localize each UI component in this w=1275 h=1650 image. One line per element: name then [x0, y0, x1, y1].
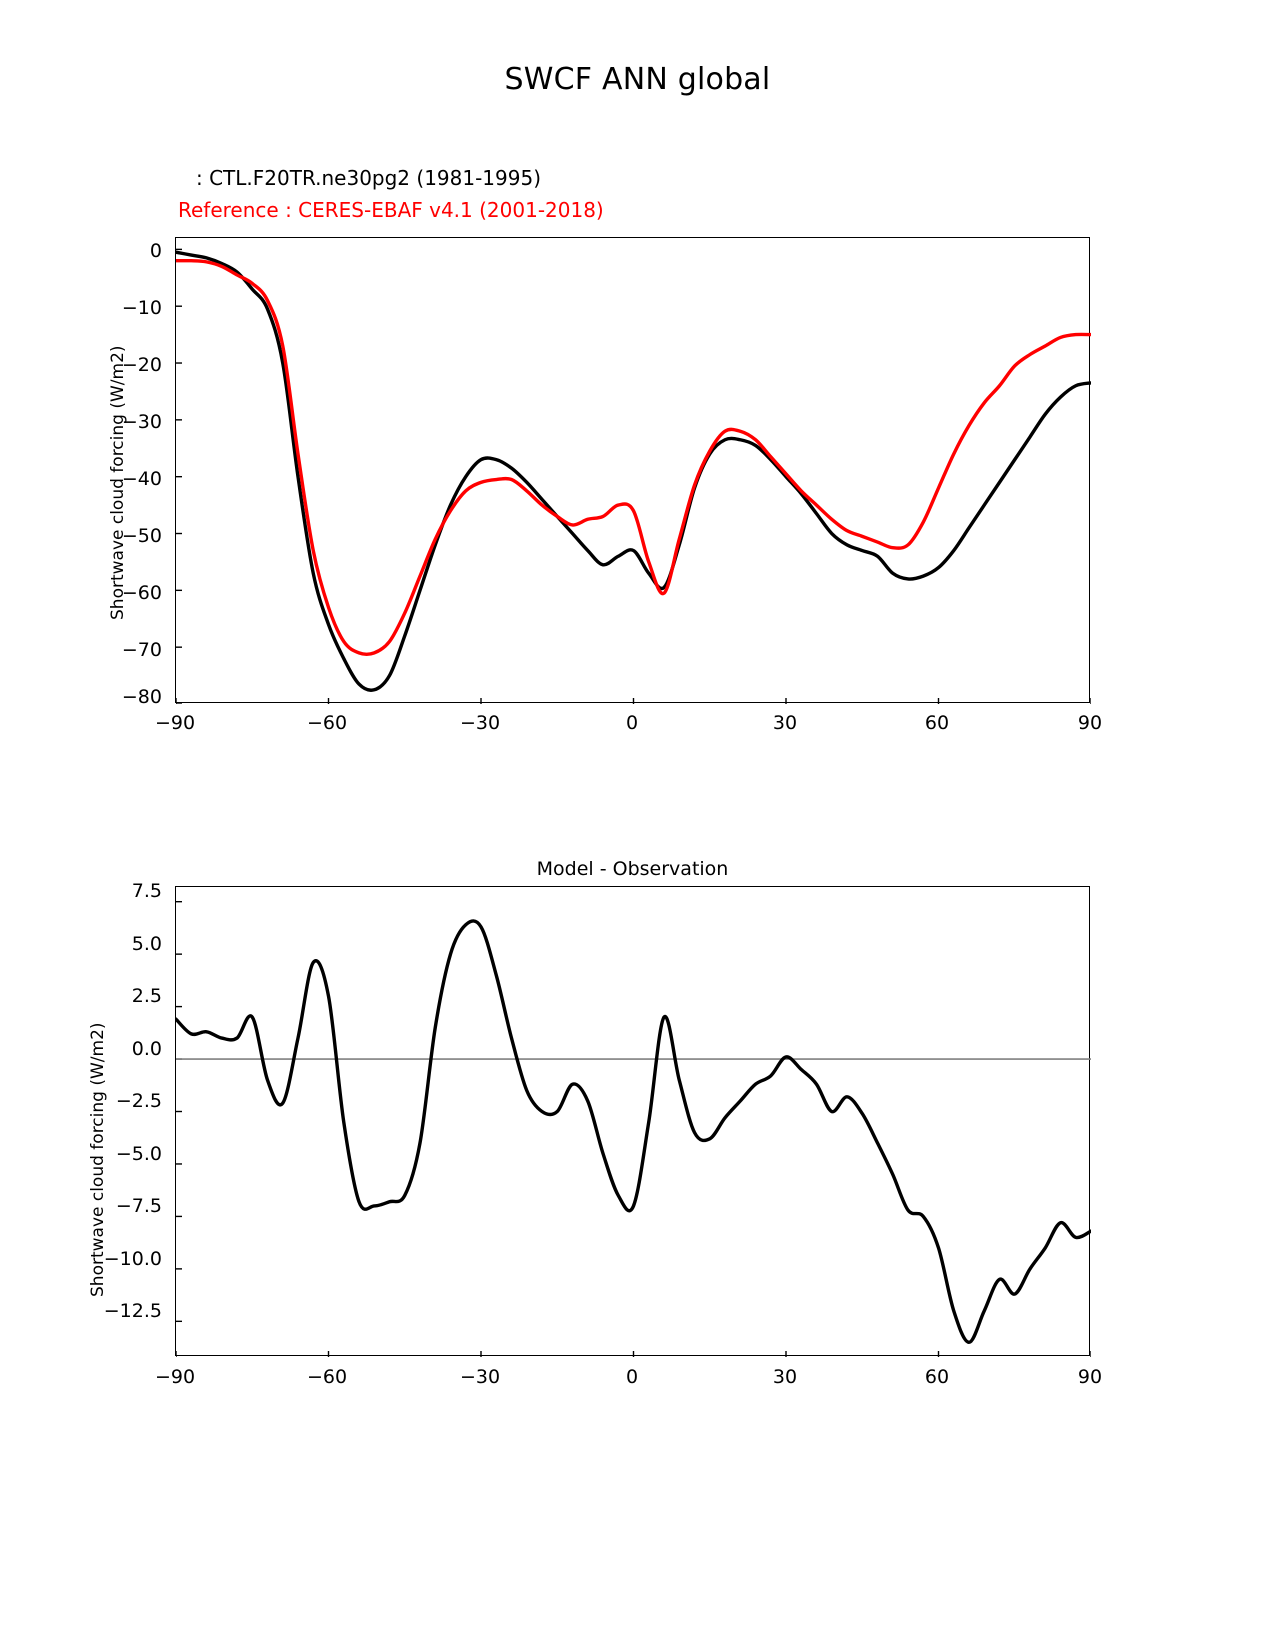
panel-main-ytick-3: −30 [121, 411, 162, 433]
panel-diff-xtick-6: 90 [1077, 1366, 1103, 1388]
panel-main-ytick-5: −50 [121, 525, 162, 547]
panel-main-xtick-6: 90 [1077, 712, 1103, 734]
panel-main-ytick-6: −60 [121, 582, 162, 604]
panel-diff-xtick-1: −60 [306, 1366, 348, 1388]
panel-main-ytick-1: −10 [121, 297, 162, 319]
panel-main-xtick-1: −60 [306, 712, 348, 734]
panel-diff-xtick-4: 30 [772, 1366, 798, 1388]
panel-diff-axes [175, 886, 1090, 1356]
panel-main-ytick-0: 0 [149, 240, 162, 262]
panel-main-ytick-2: −20 [121, 354, 162, 376]
panel-main-xtick-5: 60 [924, 712, 950, 734]
panel-main-xtick-3: 0 [625, 712, 639, 734]
panel-diff-title: Model - Observation [536, 858, 729, 880]
legend-test-label: : CTL.F20TR.ne30pg2 (1981-1995) [196, 166, 542, 190]
panel-diff-xtick-5: 60 [924, 1366, 950, 1388]
panel-diff-xtick-0: −90 [154, 1366, 196, 1388]
panel-diff-xtick-2: −30 [459, 1366, 501, 1388]
panel-diff-ylabel: Shortwave cloud forcing (W/m2) [88, 1022, 108, 1297]
panel-main-xtick-4: 30 [772, 712, 798, 734]
panel-main-ytick-4: −40 [121, 468, 162, 490]
panel-diff-ytick-5: −5.0 [115, 1143, 162, 1165]
panel-main-ytick-7: −70 [121, 639, 162, 661]
panel-diff-ytick-0: 7.5 [131, 880, 162, 902]
panel-diff-plot [176, 887, 1091, 1357]
panel-diff-ytick-6: −7.5 [115, 1195, 162, 1217]
panel-diff-ytick-3: 0.0 [131, 1038, 162, 1060]
panel-diff-ytick-4: −2.5 [115, 1090, 162, 1112]
panel-diff-ytick-7: −10.0 [103, 1248, 162, 1270]
panel-diff-ytick-8: −12.5 [103, 1300, 162, 1322]
panel-diff-ytick-2: 2.5 [131, 985, 162, 1007]
panel-main-ytick-8: −80 [121, 686, 162, 708]
panel-main-xtick-0: −90 [154, 712, 196, 734]
figure-suptitle: SWCF ANN global [504, 62, 771, 97]
panel-diff-xtick-3: 0 [625, 1366, 639, 1388]
legend-reference-label: Reference : CERES-EBAF v4.1 (2001-2018) [178, 198, 604, 222]
panel-diff-ytick-1: 5.0 [131, 933, 162, 955]
panel-main-xtick-2: −30 [459, 712, 501, 734]
panel-main-ylabel: Shortwave cloud forcing (W/m2) [108, 345, 128, 620]
